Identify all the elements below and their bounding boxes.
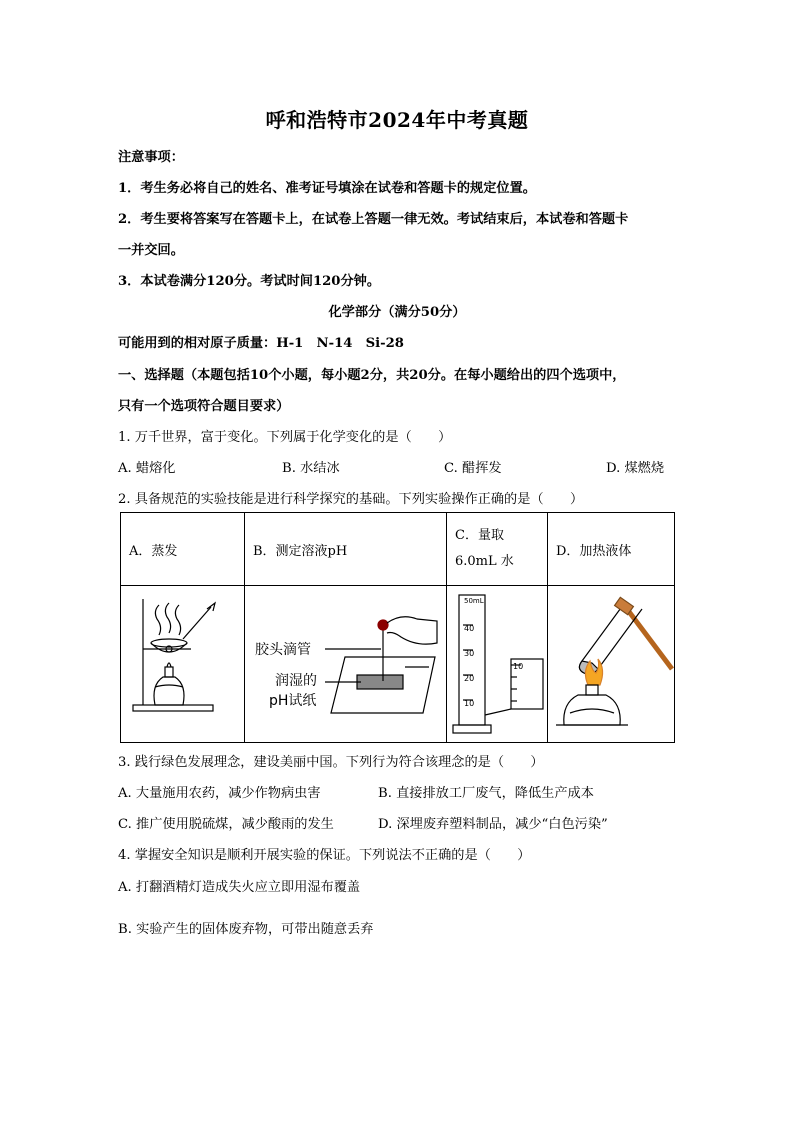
notice-item-1: 1．考生务必将自己的姓名、准考证号填涂在试卷和答题卡的规定位置。	[118, 181, 536, 196]
graduated-cylinder-icon	[447, 587, 547, 741]
q2-header-d: D．加热液体	[548, 513, 675, 586]
q2-options-table	[120, 512, 675, 743]
atomic-masses: 可能用到的相对原子质量：H-1 N-14 Si-28	[118, 336, 404, 351]
q1-option-a: A. 蜡熔化	[118, 461, 176, 476]
q1-option-b: B. 水结冰	[282, 461, 340, 476]
notice-heading: 注意事项：	[118, 150, 184, 165]
q2-header-b: B．测定溶液pH	[245, 513, 447, 586]
notice-item-2: 2．考生要将答案写在答题卡上，在试卷上答题一律无效。考试结束后，本试卷和答题卡	[118, 212, 629, 227]
ph-paper-label-line1: 润湿的	[275, 673, 317, 689]
cylinder-tick-30: 30	[464, 649, 475, 658]
dropper-label: 胶头滴管	[255, 642, 311, 658]
q1-option-d: D. 煤燃烧	[606, 461, 665, 476]
q2-figure-a	[121, 586, 245, 743]
q3-option-a: A. 大量施用农药，减少作物病虫害	[118, 786, 321, 801]
q2-header-c-line1: C．量取	[455, 528, 504, 543]
q2-figure-b	[245, 586, 447, 743]
q4-option-a: A. 打翻酒精灯造成失火应立即用湿布覆盖	[118, 880, 361, 895]
cylinder-tick-20: 20	[464, 674, 475, 683]
heating-test-tube-icon	[548, 587, 674, 741]
section-title: 化学部分（满分50分）	[328, 305, 466, 320]
q2-header-a: A．蒸发	[121, 513, 245, 586]
page-title: 呼和浩特市2024年中考真题	[265, 108, 529, 132]
q3-option-c: C. 推广使用脱硫煤，减少酸雨的发生	[118, 817, 334, 832]
notice-item-3: 3．本试卷满分120分。考试时间120分钟。	[118, 274, 381, 289]
ph-test-apparatus-icon	[245, 587, 446, 741]
part1-instructions-cont: 只有一个选项符合题目要求）	[118, 399, 290, 414]
notice-item-2-cont: 一并交回。	[118, 243, 184, 258]
cylinder-tick-10: 10	[464, 699, 475, 708]
q3-stem: 3. 践行绿色发展理念，建设美丽中国。下列行为符合该理念的是（ ）	[118, 755, 544, 770]
q1-option-c: C. 醋挥发	[444, 461, 502, 476]
q2-figure-d	[548, 586, 675, 743]
q2-stem: 2. 具备规范的实验技能是进行科学探究的基础。下列实验操作正确的是（ ）	[118, 492, 584, 507]
cylinder-tick-40: 40	[464, 624, 475, 633]
ph-paper-label-line2: pH试纸	[269, 693, 317, 709]
q2-header-c-line2: 6.0mL 水	[455, 554, 514, 569]
q3-option-b: B. 直接排放工厂废气，降低生产成本	[378, 786, 594, 801]
q2-figure-c	[447, 586, 548, 743]
q4-stem: 4. 掌握安全知识是顺利开展实验的保证。下列说法不正确的是（ ）	[118, 848, 531, 863]
evaporation-apparatus-icon	[121, 587, 244, 741]
q1-stem: 1. 万千世界，富于变化。下列属于化学变化的是（ ）	[118, 430, 452, 445]
q3-option-d: D. 深埋废弃塑料制品，减少“白色污染”	[378, 817, 608, 832]
q2-header-c	[447, 513, 548, 586]
zoom-tick-label: 10	[513, 662, 524, 671]
part1-instructions: 一、选择题（本题包括10个小题，每小题2分，共20分。在每小题给出的四个选项中，	[118, 368, 626, 383]
q4-option-b: B. 实验产生的固体废弃物，可带出随意丢弃	[118, 922, 374, 937]
cylinder-top-label: 50mL	[464, 597, 484, 605]
